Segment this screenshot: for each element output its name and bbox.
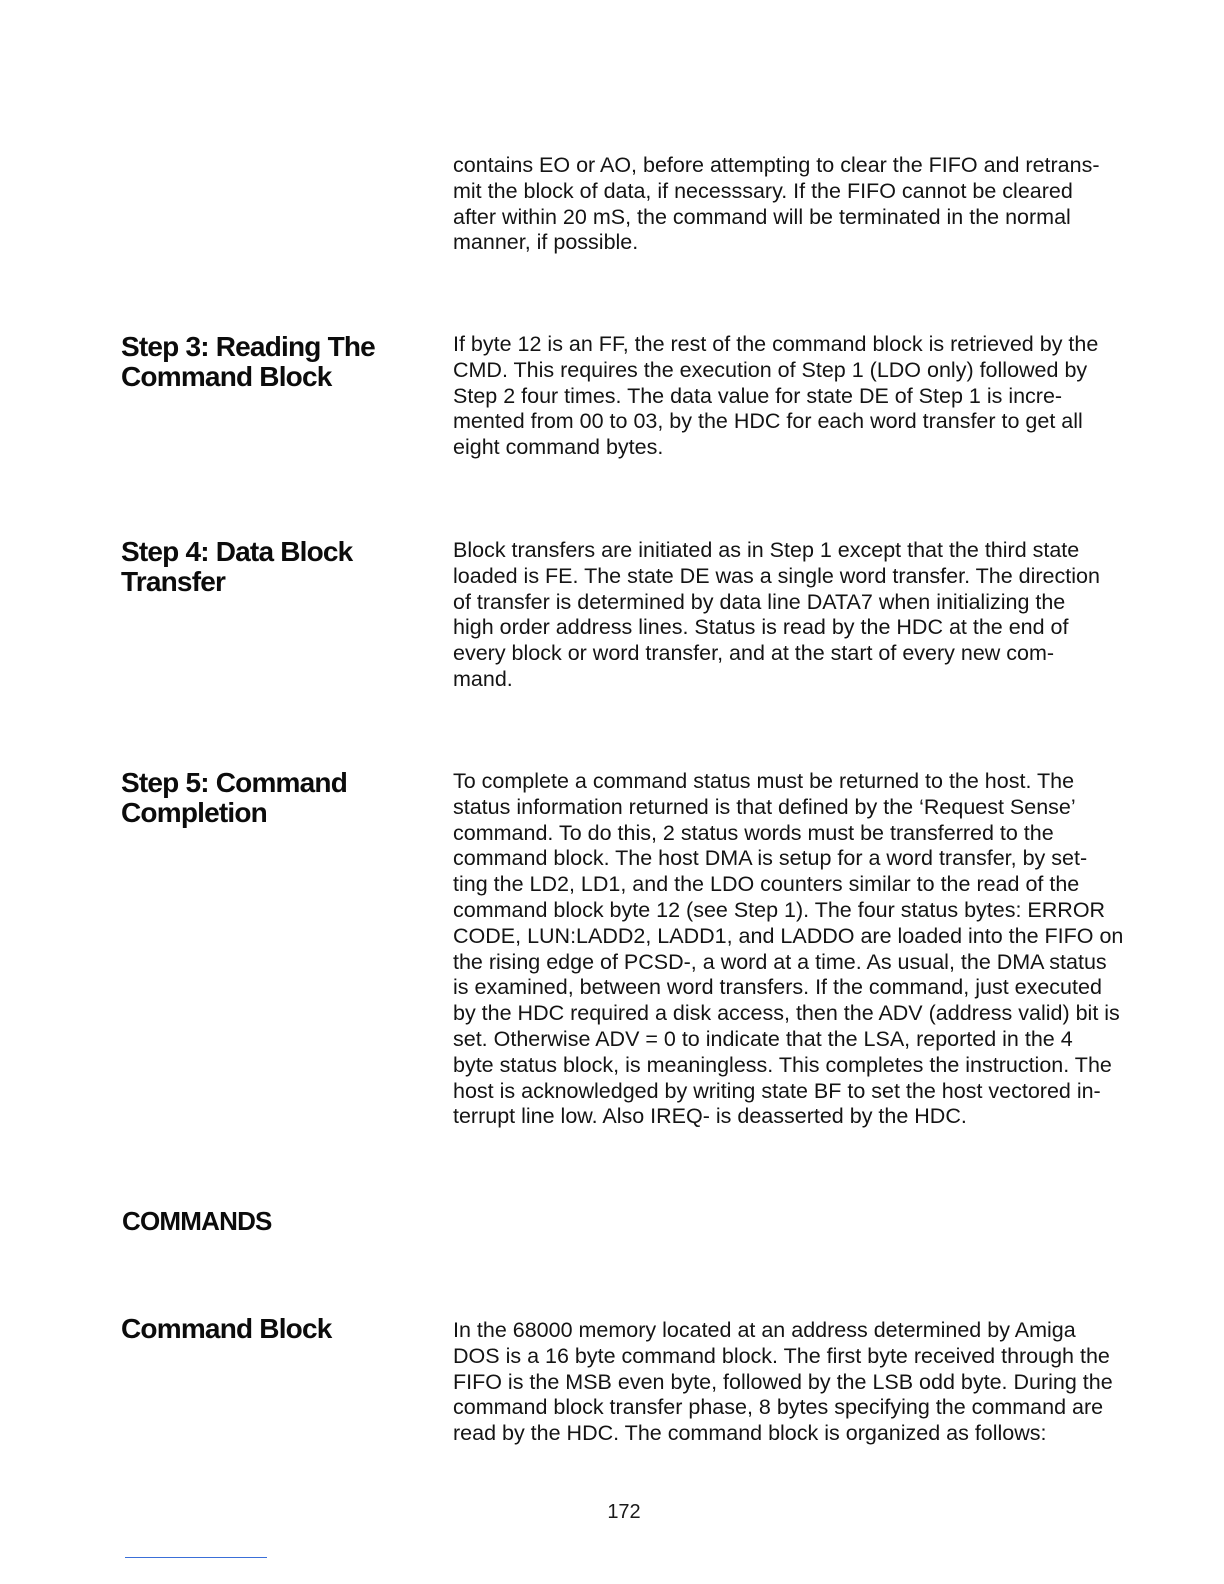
paragraph-line: If byte 12 is an FF, the rest of the command block is retrieved by the [453, 332, 1099, 356]
paragraph-line: FIFO is the MSB even byte, followed by the LSB odd byte. During the [453, 1369, 1113, 1394]
paragraph-line: command block. The host DMA is setup for a word transfer, by set- [453, 846, 1088, 871]
paragraph-line: mand. [453, 666, 513, 691]
paragraph-line: loaded is FE. The state DE was a single word transfer. The direction [453, 563, 1100, 588]
paragraph-line: after within 20 mS, the command will be terminated in the normal [453, 204, 1071, 229]
step3-heading: Step 3: Reading The Command Block [121, 331, 375, 392]
paragraph-line: every block or word transfer, and at the start of every new com- [453, 641, 1055, 666]
step5-paragraph [453, 769, 1124, 1130]
command-block-paragraph [453, 1318, 1113, 1447]
step3-paragraph [453, 332, 1099, 461]
step4-paragraph [453, 538, 1100, 693]
paragraph-line: ting the LD2, LD1, and the LDO counters similar to the read of the [453, 872, 1080, 897]
paragraph-line: set. Otherwise ADV = 0 to indicate that the LSA, reported in the 4 [453, 1026, 1073, 1051]
paragraph-line: Block transfers are initiated as in Step 1 except that the third state [453, 538, 1080, 562]
paragraph-line: is examined, between word transfers. If the command, just executed [453, 975, 1102, 1000]
paragraph-line: CMD. This requires the execution of Step 1 (LDO only) followed by [453, 357, 1088, 382]
commands-section-title: COMMANDS [122, 1206, 272, 1236]
paragraph-line: mented from 00 to 03, by the HDC for each word transfer to get all [453, 409, 1083, 434]
paragraph-line: terrupt line low. Also IREQ- is deasserted by the HDC. [453, 1104, 967, 1129]
paragraph-line: command block byte 12 (see Step 1). The four status bytes: ERROR [453, 897, 1106, 922]
intro-paragraph [453, 153, 1100, 256]
page-number: 172 [607, 1501, 641, 1523]
footer-rule [125, 1557, 267, 1558]
paragraph-line: Step 2 four times. The data value for state DE of Step 1 is incre- [453, 383, 1063, 408]
paragraph-line: To complete a command status must be returned to the host. The [453, 769, 1075, 793]
paragraph-line: byte status block, is meaningless. This completes the instruction. The [453, 1052, 1112, 1077]
paragraph-line: manner, if possible. [453, 230, 639, 255]
paragraph-line: contains EO or AO, before attempting to clear the FIFO and retrans- [453, 153, 1100, 177]
command-block-heading: Command Block [121, 1313, 332, 1344]
paragraph-line: the rising edge of PCSD-, a word at a time. As usual, the DMA status [453, 949, 1107, 974]
paragraph-line: read by the HDC. The command block is organized as follows: [453, 1421, 1047, 1446]
paragraph-line: status information returned is that defined by the ‘Request Sense’ [453, 794, 1076, 819]
paragraph-line: DOS is a 16 byte command block. The first byte received through the [453, 1343, 1110, 1368]
step5-heading: Step 5: Command Completion [121, 767, 348, 828]
paragraph-line: command. To do this, 2 status words must be transferred to the [453, 820, 1054, 845]
step4-heading: Step 4: Data Block Transfer [121, 536, 353, 597]
paragraph-line: In the 68000 memory located at an address determined by Amiga [453, 1318, 1076, 1342]
paragraph-line: CODE, LUN:LADD2, LADD1, and LADDO are loaded into the FIFO on [453, 923, 1124, 948]
paragraph-line: mit the block of data, if necesssary. If the FIFO cannot be cleared [453, 178, 1073, 203]
paragraph-line: command block transfer phase, 8 bytes specifying the command are [453, 1395, 1104, 1420]
paragraph-line: of transfer is determined by data line DATA7 when initializing the [453, 589, 1066, 614]
paragraph-line: eight command bytes. [453, 435, 664, 460]
paragraph-line: high order address lines. Status is read by the HDC at the end of [453, 615, 1069, 640]
paragraph-line: host is acknowledged by writing state BF to set the host vectored in- [453, 1078, 1101, 1103]
paragraph-line: by the HDC required a disk access, then the ADV (address valid) bit is [453, 1001, 1120, 1026]
